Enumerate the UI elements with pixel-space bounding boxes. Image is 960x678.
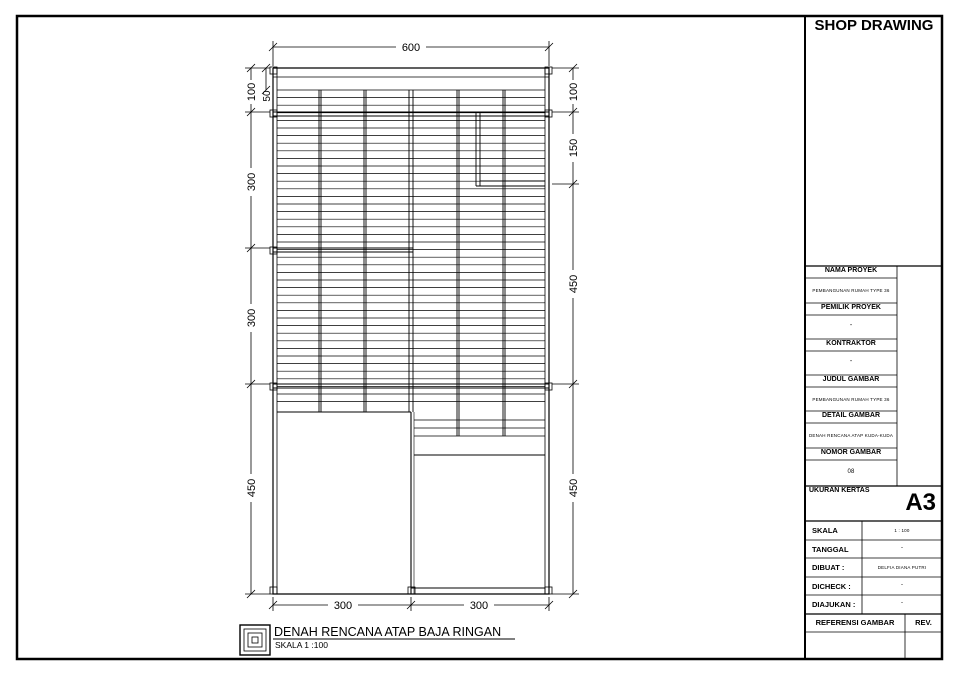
dim-right-2: 150 <box>568 138 580 158</box>
paper-size-value: A3 <box>905 489 936 516</box>
owner-value: - <box>849 322 853 329</box>
date-value: - <box>901 545 903 551</box>
drawing-caption: DENAH RENCANA ATAP BAJA RINGAN <box>274 625 502 639</box>
detail-label: DETAIL GAMBAR <box>821 412 881 419</box>
purlins-lower <box>414 420 545 436</box>
dimension-lines <box>245 41 579 611</box>
dim-right-4: 450 <box>568 478 580 498</box>
contractor-label: KONTRAKTOR <box>826 340 876 347</box>
dim-right-1: 100 <box>568 82 580 102</box>
owner-label: PEMILIK PROYEK <box>821 304 881 311</box>
submitted-value: - <box>901 600 903 606</box>
contractor-value: - <box>849 358 853 365</box>
dim-left-4: 300 <box>246 308 258 328</box>
dim-right-3: 450 <box>568 274 580 294</box>
number-value: 08 <box>847 469 855 475</box>
made-by-label: DIBUAT : <box>812 563 845 572</box>
dim-bottom-2: 300 <box>469 600 489 612</box>
checked-value: - <box>901 582 903 588</box>
number-label: NOMOR GAMBAR <box>820 449 882 456</box>
title-block-header: SHOP DRAWING <box>814 17 934 34</box>
dim-left-2: 50 <box>262 90 273 102</box>
revision-label: REV. <box>915 618 932 627</box>
scale-value: 1 : 100 <box>894 528 910 533</box>
scale-label: SKALA <box>812 526 838 535</box>
hip-detail <box>476 112 545 186</box>
drawing-title-label: JUDUL GAMBAR <box>822 376 880 383</box>
checked-label: DICHECK : <box>812 582 851 591</box>
dim-top: 600 <box>401 42 421 54</box>
roof-plan <box>270 67 552 594</box>
paper-size-label: UKURAN KERTAS <box>809 487 870 494</box>
drawing-title-value: PEMBANGUNAN RUMAH TYPE 36 <box>812 397 890 402</box>
dim-left-5: 450 <box>246 478 258 498</box>
date-label: TANGGAL <box>812 545 849 554</box>
caption-symbol <box>240 625 270 655</box>
project-label: NAMA PROYEK <box>824 267 878 274</box>
dim-bottom-1: 300 <box>333 600 353 612</box>
dim-left-3: 300 <box>246 172 258 192</box>
detail-value: DENAH RENCANA ATAP KUDA-KUDA <box>808 433 894 438</box>
dim-left-1: 100 <box>246 82 258 102</box>
drawing-scale-caption: SKALA 1 :100 <box>275 640 328 650</box>
truss-lines <box>273 112 549 388</box>
reference-label: REFERENSI GAMBAR <box>815 618 895 627</box>
made-by-value: DELFIA DIANA PUTRI <box>877 565 927 570</box>
submitted-label: DIAJUKAN : <box>812 600 856 609</box>
project-value: PEMBANGUNAN RUMAH TYPE 36 <box>812 288 890 293</box>
